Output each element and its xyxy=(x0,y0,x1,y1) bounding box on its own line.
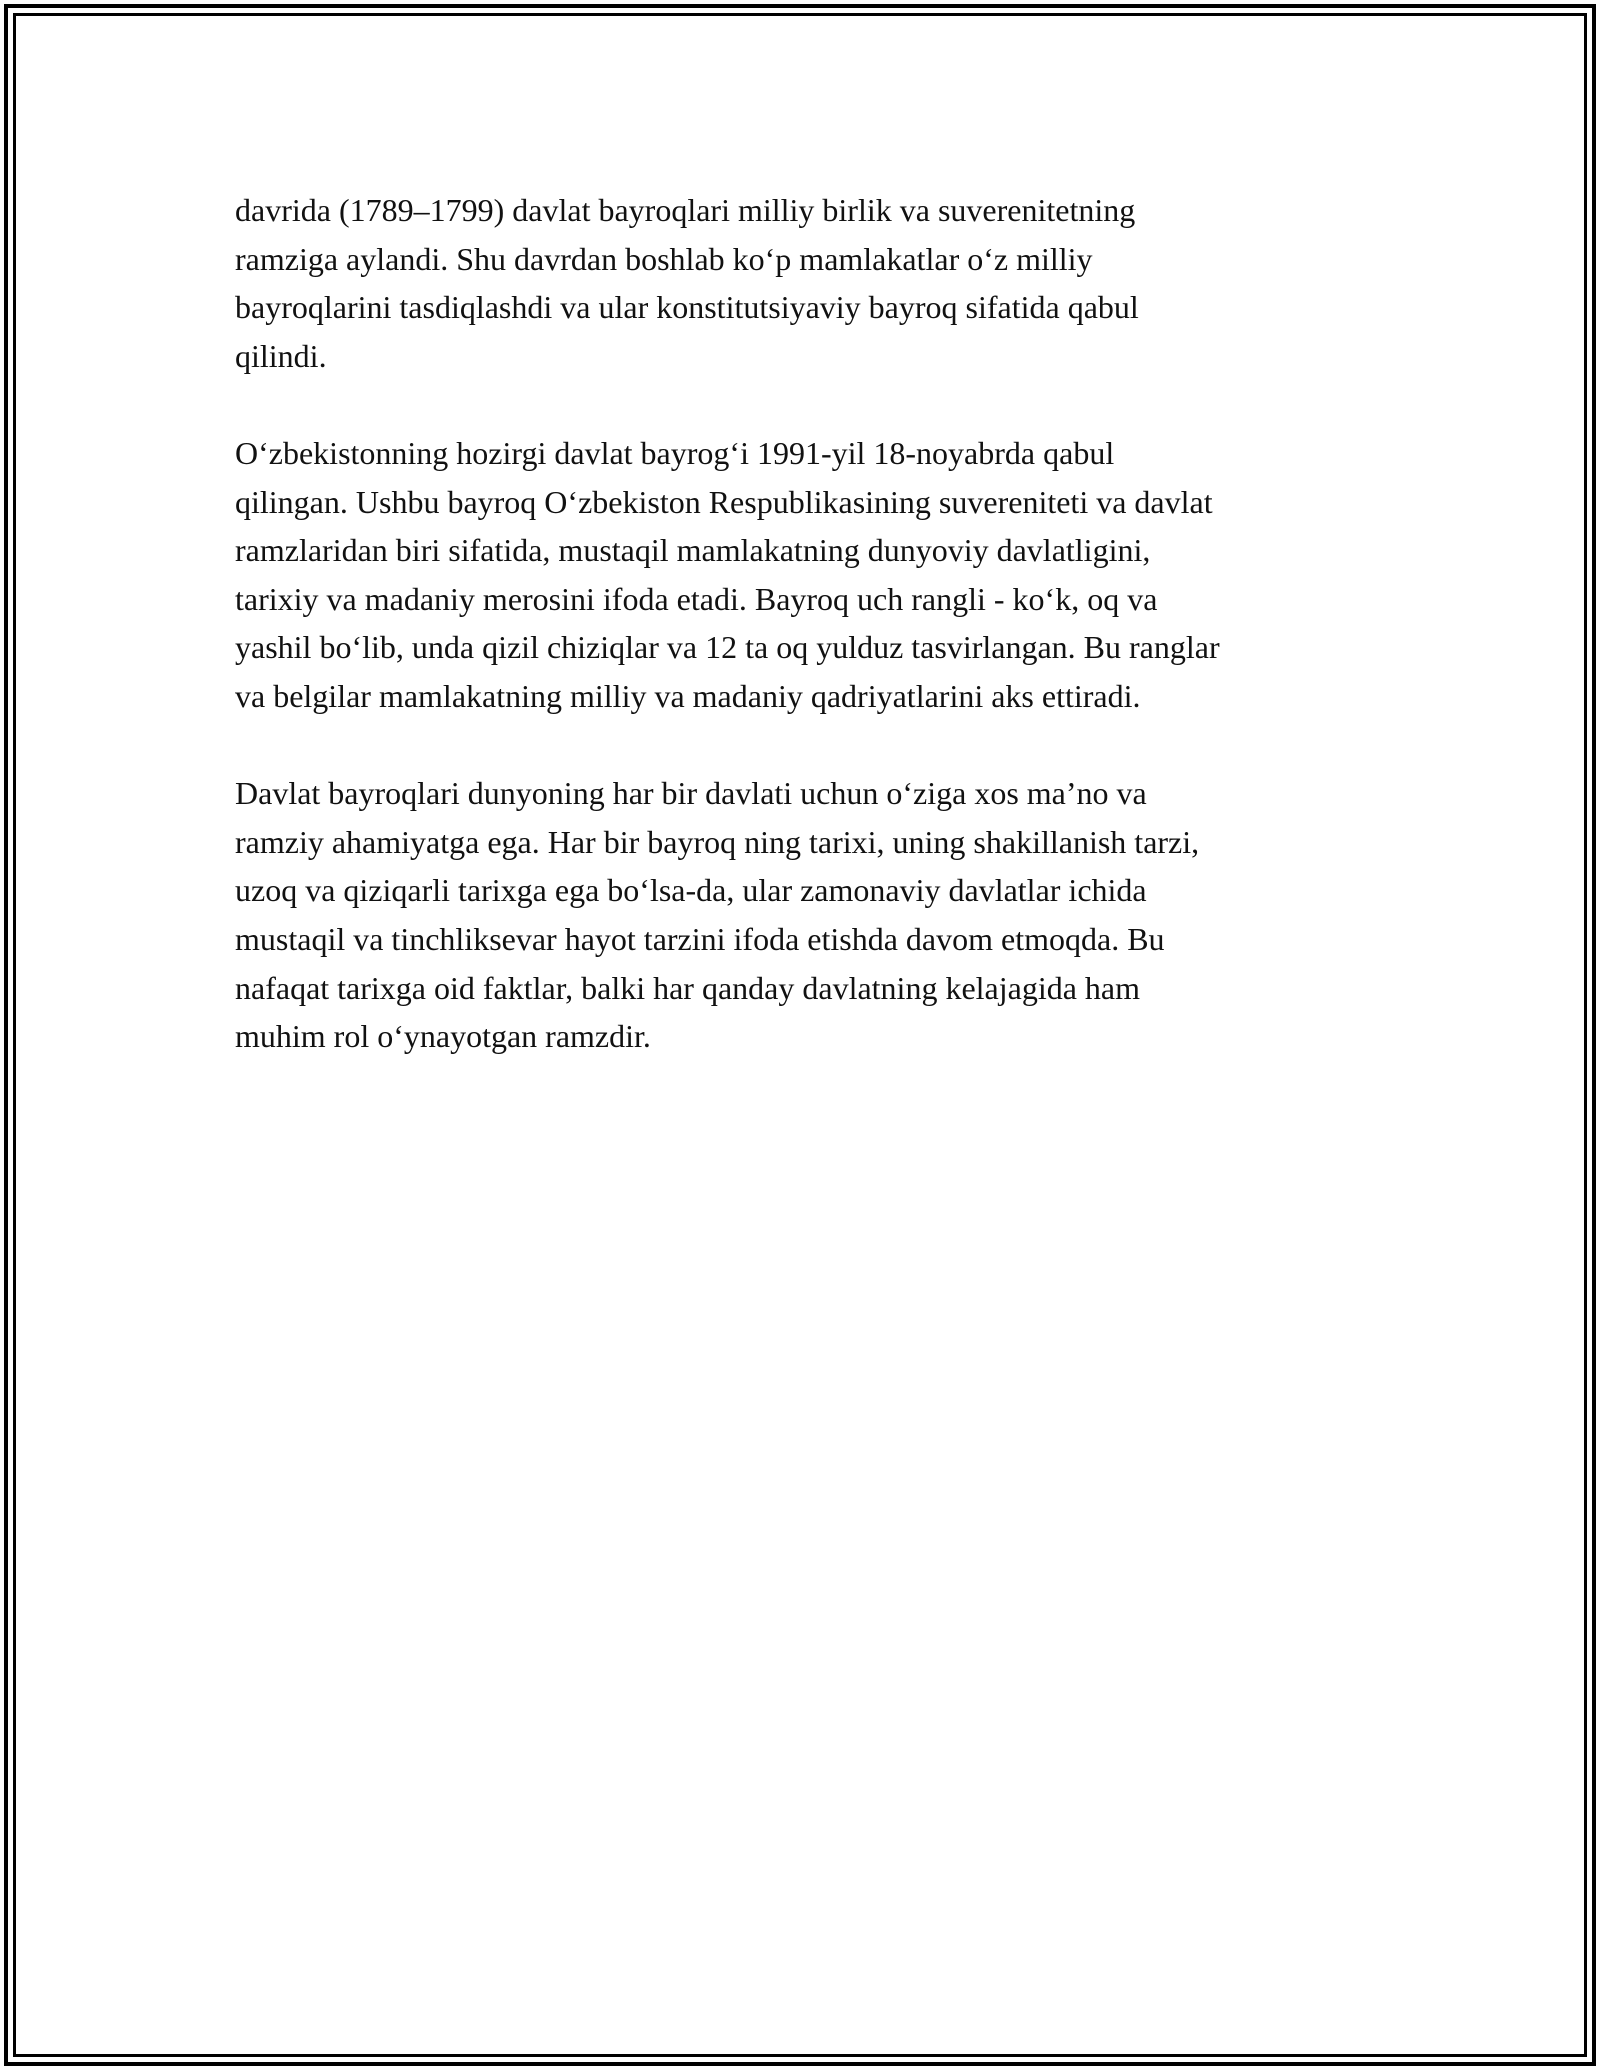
text-line: davrida (1789–1799) davlat bayroqlari milliy birlik va suverenitetning xyxy=(235,192,1136,228)
text-line: uzoq va qiziqarli tarixga ega bo‘lsa-da, ular zamonaviy davlatlar ichida xyxy=(235,872,1147,909)
text-line: O‘zbekistonning hozirgi davlat bayrog‘i 1991-yil 18-noyabrda qabul xyxy=(235,434,1115,471)
paragraph-3 xyxy=(235,769,1375,1061)
text-line: Davlat bayroqlari dunyoning har bir davlati uchun o‘ziga xos ma’no va xyxy=(235,775,1147,812)
text-line: qilingan. Ushbu bayroq O‘zbekiston Respublikasining suvereniteti va davlat xyxy=(235,483,1213,520)
text-line: ramziy ahamiyatga ega. Har bir bayroq ning tarixi, uning shakillanish tarzi, xyxy=(235,823,1200,860)
text-line: yashil bo‘lib, unda qizil chiziqlar va 12 ta oq yulduz tasvirlangan. Bu ranglar xyxy=(235,629,1220,666)
text-line: tarixiy va madaniy merosini ifoda etadi. Bayroq uch rangli - ko‘k, oq va xyxy=(235,580,1158,617)
text-line: ramziga aylandi. Shu davrdan boshlab ko‘p mamlakatlar o‘z milliy xyxy=(235,240,1093,277)
text-line: muhim rol o‘ynayotgan ramzdir. xyxy=(235,1018,651,1055)
text-line: va belgilar mamlakatning milliy va madaniy qadriyatlarini aks ettiradi. xyxy=(235,677,1141,714)
paragraph-2 xyxy=(235,429,1375,721)
document-body xyxy=(235,186,1375,1109)
paragraph-1 xyxy=(235,186,1375,380)
text-line: mustaqil va tinchliksevar hayot tarzini ifoda etishda davom etmoqda. Bu xyxy=(235,920,1165,957)
text-line: nafaqat tarixga oid faktlar, balki har qanday davlatning kelajagida ham xyxy=(235,969,1141,1006)
text-line: ramzlaridan biri sifatida, mustaqil mamlakatning dunyoviy davlatligini, xyxy=(235,532,1151,569)
text-line: bayroqlarini tasdiqlashdi va ular konstitutsiyaviy bayroq sifatida qabul xyxy=(235,289,1139,326)
text-line: qilindi. xyxy=(235,337,327,374)
